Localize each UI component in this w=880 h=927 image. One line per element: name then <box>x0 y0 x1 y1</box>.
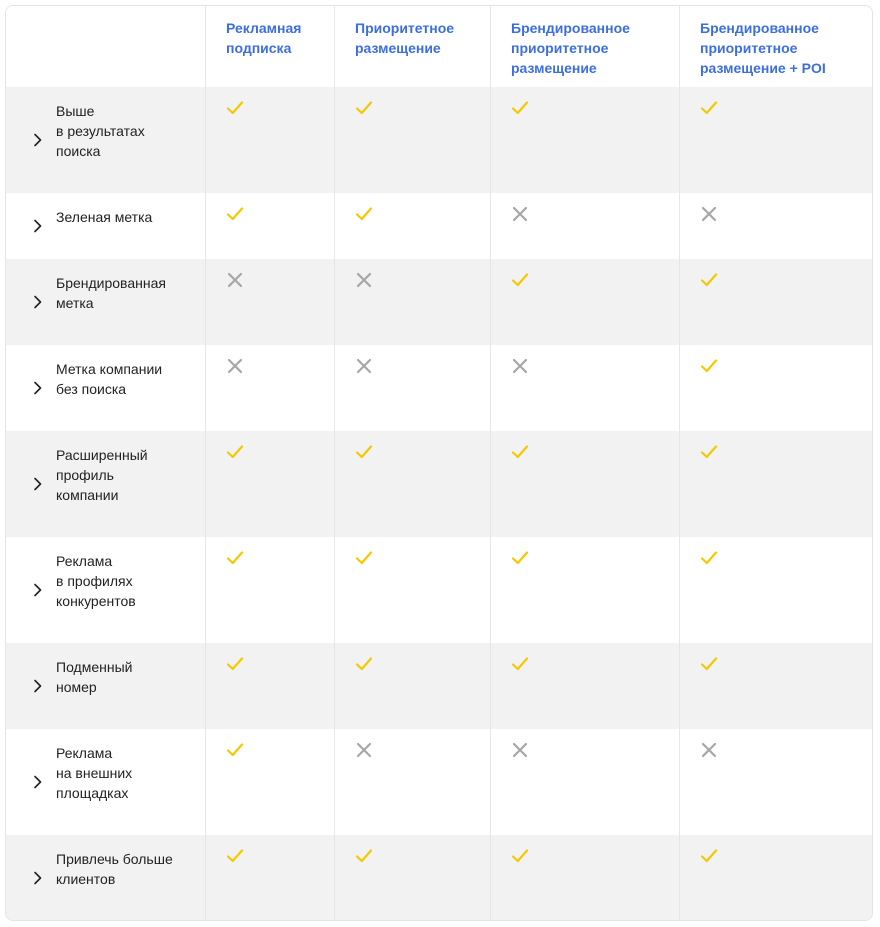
check-icon <box>700 357 718 375</box>
feature-cell <box>491 87 680 193</box>
row-label: Зеленая метка <box>56 209 153 225</box>
check-icon <box>511 443 529 461</box>
check-icon <box>511 99 529 117</box>
row-expand-toggle[interactable] <box>6 259 206 345</box>
chevron-right-icon <box>31 679 45 693</box>
feature-cell <box>491 193 680 259</box>
cross-icon <box>355 357 373 375</box>
feature-cell <box>491 729 680 835</box>
row-label: Метка компании без поиска <box>56 361 163 397</box>
feature-cell <box>206 537 335 643</box>
feature-cell <box>206 87 335 193</box>
chevron-right-icon <box>31 775 45 789</box>
row-expand-toggle[interactable] <box>6 193 206 259</box>
cross-icon <box>355 741 373 759</box>
cross-icon <box>355 271 373 289</box>
table-row[interactable] <box>6 259 872 345</box>
table-row[interactable] <box>6 643 872 729</box>
table-row[interactable] <box>6 345 872 431</box>
check-icon <box>355 443 373 461</box>
check-icon <box>700 271 718 289</box>
cross-icon <box>226 271 244 289</box>
feature-cell <box>680 431 872 537</box>
check-icon <box>511 847 529 865</box>
check-icon <box>226 847 244 865</box>
check-icon <box>355 655 373 673</box>
table-row[interactable] <box>6 87 872 193</box>
feature-cell <box>206 345 335 431</box>
feature-cell <box>491 643 680 729</box>
feature-cell <box>206 729 335 835</box>
check-icon <box>700 655 718 673</box>
row-expand-toggle[interactable] <box>6 643 206 729</box>
row-label: Выше в результатах поиска <box>56 103 145 159</box>
check-icon <box>226 549 244 567</box>
header-cell <box>491 6 680 87</box>
check-icon <box>355 847 373 865</box>
comparison-table <box>5 5 873 921</box>
table-body <box>6 87 872 921</box>
table-row[interactable] <box>6 729 872 835</box>
check-icon <box>700 443 718 461</box>
row-label: Реклама в профилях конкурентов <box>56 553 136 609</box>
column-title: Брендированное приоритетное размещение <box>511 20 630 76</box>
feature-cell <box>206 259 335 345</box>
row-expand-toggle[interactable] <box>6 729 206 835</box>
column-title: Приоритетное размещение <box>355 20 455 56</box>
row-label: Брендированная метка <box>56 275 166 311</box>
feature-cell <box>680 537 872 643</box>
chevron-right-icon <box>31 871 45 885</box>
feature-cell <box>335 259 491 345</box>
chevron-right-icon <box>31 477 45 491</box>
header-cell <box>680 6 872 87</box>
cross-icon <box>700 741 718 759</box>
feature-cell <box>335 193 491 259</box>
check-icon <box>700 549 718 567</box>
cross-icon <box>511 205 529 223</box>
header-empty-cell <box>6 6 206 87</box>
header-cell <box>335 6 491 87</box>
feature-cell <box>206 835 335 921</box>
column-title: Брендированное приоритетное размещение + POI <box>700 20 826 76</box>
check-icon <box>226 655 244 673</box>
check-icon <box>355 549 373 567</box>
feature-cell <box>680 345 872 431</box>
row-expand-toggle[interactable] <box>6 431 206 537</box>
column-title: Рекламная подписка <box>226 20 302 56</box>
row-expand-toggle[interactable] <box>6 537 206 643</box>
feature-cell <box>335 87 491 193</box>
table-header <box>6 6 872 87</box>
feature-cell <box>206 643 335 729</box>
check-icon <box>355 205 373 223</box>
feature-cell <box>680 835 872 921</box>
check-icon <box>226 205 244 223</box>
feature-cell <box>491 537 680 643</box>
row-expand-toggle[interactable] <box>6 345 206 431</box>
feature-cell <box>680 729 872 835</box>
cross-icon <box>511 357 529 375</box>
chevron-right-icon <box>31 133 45 147</box>
header-cell <box>206 6 335 87</box>
feature-cell <box>491 835 680 921</box>
check-icon <box>511 549 529 567</box>
chevron-right-icon <box>31 295 45 309</box>
check-icon <box>511 655 529 673</box>
row-label: Расширенный профиль компании <box>56 447 148 503</box>
cross-icon <box>511 741 529 759</box>
feature-cell <box>206 431 335 537</box>
feature-cell <box>680 643 872 729</box>
cross-icon <box>226 357 244 375</box>
feature-cell <box>335 431 491 537</box>
feature-cell <box>335 835 491 921</box>
check-icon <box>700 99 718 117</box>
check-icon <box>511 271 529 289</box>
feature-cell <box>680 193 872 259</box>
feature-cell <box>491 431 680 537</box>
chevron-right-icon <box>31 381 45 395</box>
feature-cell <box>335 537 491 643</box>
row-label: Реклама на внешних площадках <box>56 745 133 801</box>
check-icon <box>700 847 718 865</box>
check-icon <box>355 99 373 117</box>
check-icon <box>226 99 244 117</box>
feature-cell <box>680 259 872 345</box>
table-row[interactable] <box>6 193 872 259</box>
row-expand-toggle[interactable] <box>6 835 206 921</box>
table-row[interactable] <box>6 537 872 643</box>
cross-icon <box>700 205 718 223</box>
feature-cell <box>335 643 491 729</box>
check-icon <box>226 741 244 759</box>
feature-cell <box>335 345 491 431</box>
table-row[interactable] <box>6 835 872 921</box>
feature-cell <box>335 729 491 835</box>
row-label: Привлечь больше клиентов <box>56 851 173 887</box>
feature-cell <box>491 259 680 345</box>
chevron-right-icon <box>31 219 45 233</box>
feature-cell <box>680 87 872 193</box>
check-icon <box>226 443 244 461</box>
row-label: Подменный номер <box>56 659 133 695</box>
chevron-right-icon <box>31 583 45 597</box>
row-expand-toggle[interactable] <box>6 87 206 193</box>
table-row[interactable] <box>6 431 872 537</box>
feature-cell <box>491 345 680 431</box>
feature-cell <box>206 193 335 259</box>
